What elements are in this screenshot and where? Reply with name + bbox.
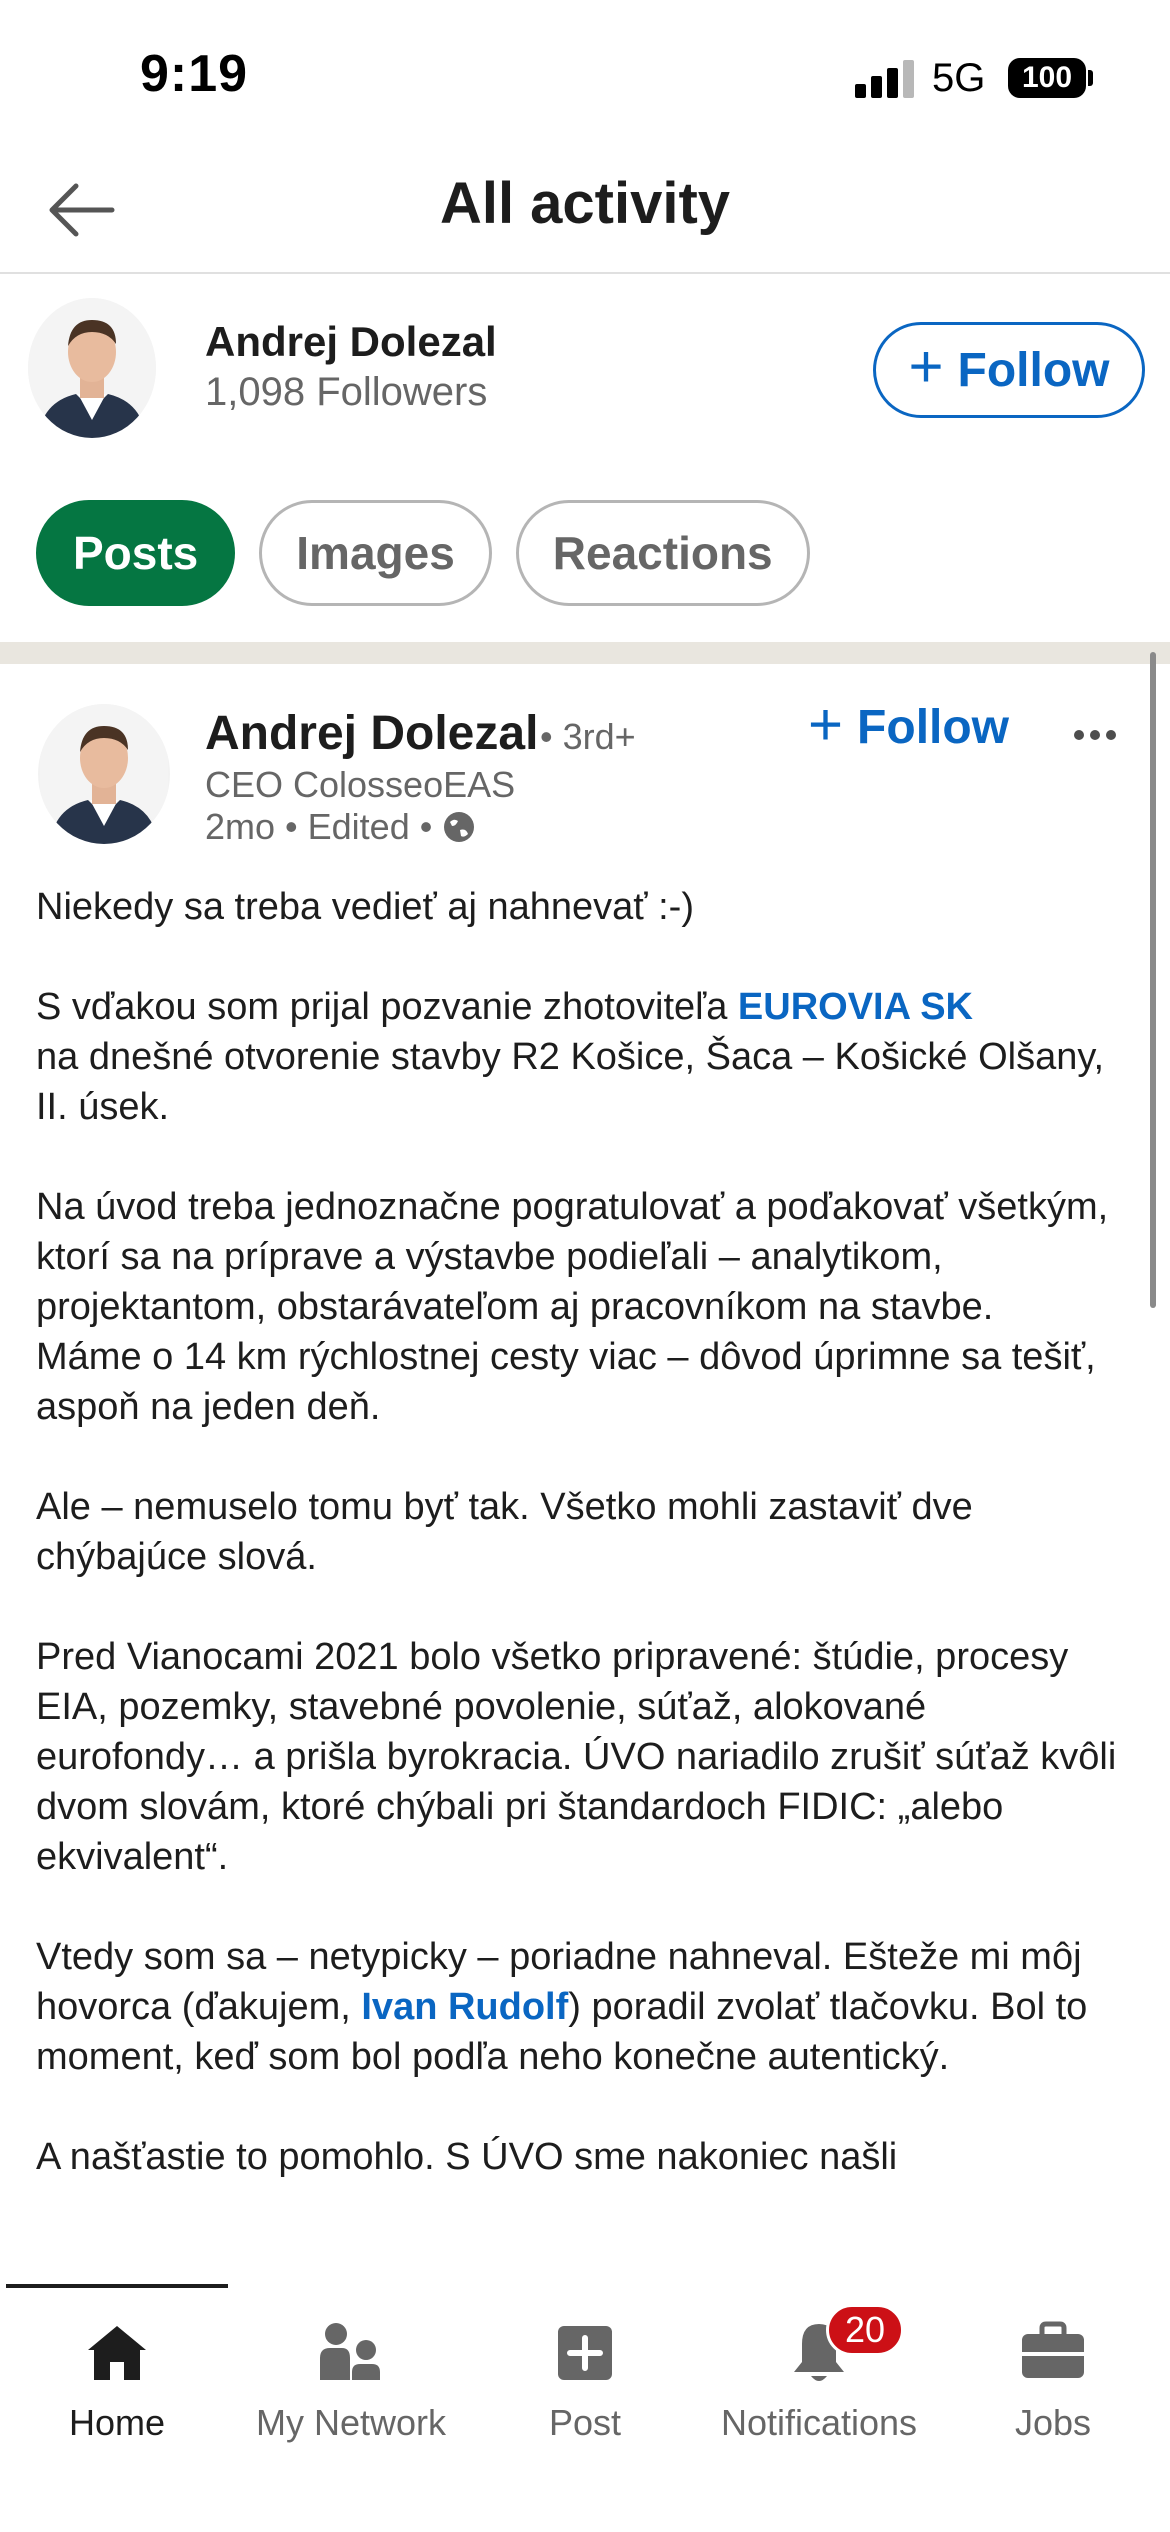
bell-icon-wrapper [784,2309,886,2388]
post-author-name[interactable]: Andrej Dolezal [205,707,539,760]
network-icon [316,2318,386,2388]
globe-icon [442,810,476,844]
mention-link[interactable]: EUROVIA SK [737,986,973,1028]
nav-label: Notifications [720,2402,918,2443]
post-header [0,664,1170,864]
post-text: Vtedy som sa – netypicky – poriadne nahneval. Ešteže mi môj hovorca (ďakujem, [36,1936,1082,2028]
nav-jobs[interactable] [936,2304,1170,2454]
post-paragraph: Na úvod treba jednoznačne pogratulovať a poďakovať všetkým, ktorí sa na príprave a výstavbe podieľali – analytikom, projektantom, obstarávateľom aj pracovníkom na stavbe. Máme o 14 km rýchlostnej cesty viac – dôvod úprimne sa tešiť, aspoň na jeden deň. [36,1186,1109,1428]
follow-button[interactable] [873,322,1145,418]
post-paragraph: Pred Vianocami 2021 bolo všetko pripravené: štúdie, procesy EIA, pozemky, stavebné povolenie, súťaž, alokované eurofondy… a prišla byrokracia. ÚVO nariadilo zrušiť súťaž kvôli dvom slovám, ktoré chýbali pri štandardoch FIDIC: „alebo ekvivalent“. [36,1636,1117,1878]
battery-level: 100 [1021,61,1073,94]
post-follow-button[interactable] [808,690,1010,758]
post-paragraph: Niekedy sa treba vedieť aj nahnevať :-) [36,886,694,928]
battery-tip [1088,70,1093,86]
post-icon [550,2318,620,2388]
battery-icon [1008,58,1086,98]
notification-badge: 20 [826,2304,904,2356]
post-text: ) poradil zvolať tlačovku. Bol to moment, keď som bol podľa neho konečne autentický. [36,1986,1088,2078]
connection-degree: • 3rd+ [540,716,636,757]
tab-images[interactable]: Images [259,500,492,606]
home-icon [82,2318,152,2388]
page-title: All activity [439,171,731,236]
post-meta [205,806,476,848]
follow-button-label: Follow [957,343,1110,397]
nav-post[interactable] [468,2304,702,2454]
nav-home[interactable] [0,2304,234,2454]
mention-link[interactable]: Ivan Rudolf [361,1986,569,2028]
post-follow-label: Follow [857,701,1010,754]
post-paragraph: A našťastie to pomohlo. S ÚVO sme nakoniec našli [36,2136,898,2178]
nav-label: My Network [255,2402,447,2443]
post-timestamp: 2mo • Edited • [205,806,433,847]
status-bar [0,0,1170,150]
section-divider [0,642,1170,664]
active-tab-indicator [6,2284,228,2288]
page-header [0,150,1170,274]
profile-avatar[interactable] [28,298,156,438]
tab-posts[interactable]: Posts [36,500,235,606]
more-options-icon[interactable] [1074,730,1120,744]
scrollbar[interactable] [1150,652,1156,1308]
post-text: na dnešné otvorenie stavby R2 Košice, Šaca – Košické Olšany, II. úsek. [36,1036,1105,1128]
post-paragraph: Ale – nemuselo tomu byť tak. Všetko mohli zastaviť dve chýbajúce slová. [36,1486,973,1578]
profile-name[interactable]: Andrej Dolezal [205,318,497,365]
post-body [36,882,1136,2284]
profile-summary [0,276,1170,476]
post-author-title: CEO ColosseoEAS [205,764,516,805]
plus-icon: + [908,333,944,400]
nav-label: Jobs [1014,2402,1092,2443]
post-text: S vďakou som prijal pozvanie zhotoviteľa [36,986,738,1028]
nav-my-network[interactable] [234,2304,468,2454]
nav-notifications[interactable] [702,2304,936,2454]
post-paragraph [36,982,1136,1132]
bottom-navigation [0,2284,1170,2532]
tab-reactions[interactable]: Reactions [516,500,810,606]
post-author-avatar[interactable] [38,704,170,844]
post-paragraph [36,1932,1136,2082]
nav-label: Home [68,2402,166,2443]
plus-icon: + [808,690,844,758]
network-type: 5G [932,56,986,100]
nav-label: Post [548,2402,622,2443]
status-time: 9:19 [140,45,249,103]
signal-icon [855,58,915,98]
briefcase-icon [1018,2318,1088,2388]
profile-followers: 1,098 Followers [205,370,488,414]
activity-filter-tabs [36,500,810,606]
